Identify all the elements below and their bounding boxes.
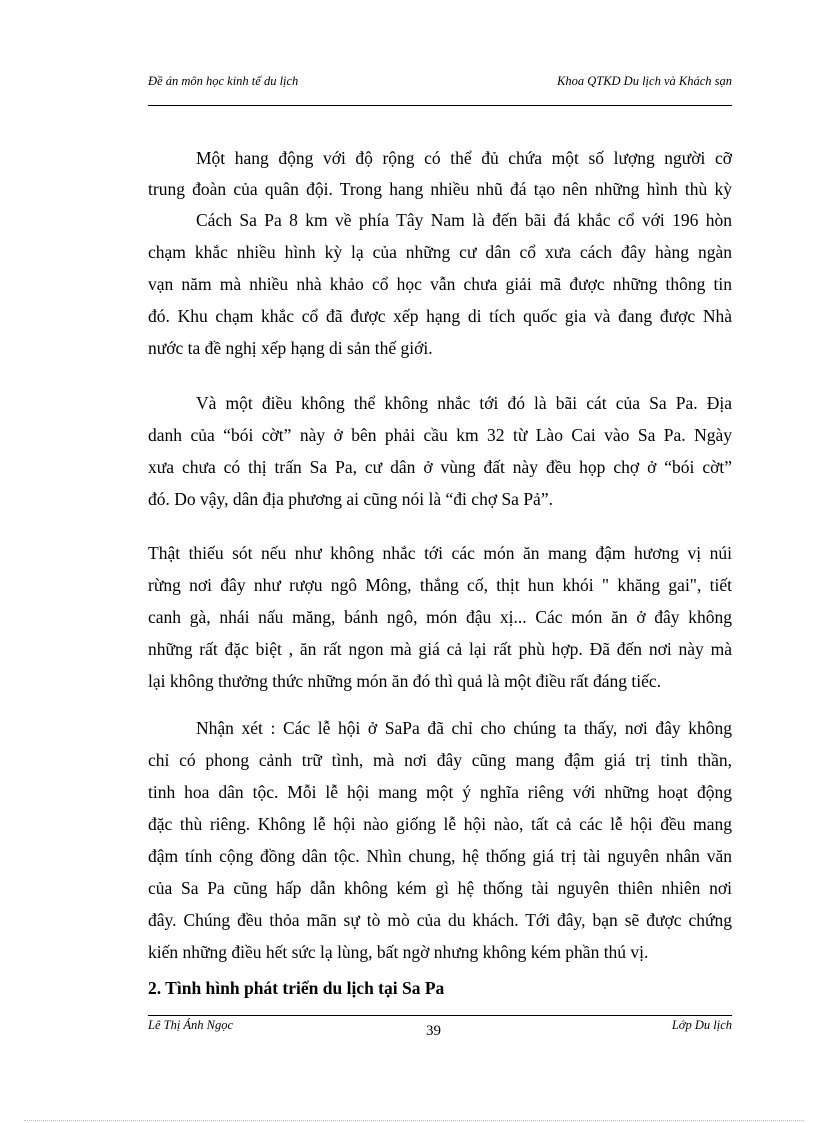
paragraph-line: rừng nơi đây như rượu ngô Mông, thắng cố, thịt hun khói " khăng gai", tiết [148, 575, 732, 595]
bottom-dotted-border [24, 1120, 804, 1121]
paragraph-line: tinh hoa dân tộc. Mỗi lễ hội mang một ý nghĩa riêng với những hoạt động [148, 782, 732, 802]
paragraph-line: xưa chưa có thị trấn Sa Pa, cư dân ở vùng đất này đều họp chợ ở “bói cờt” [148, 457, 732, 477]
paragraph-line: kiến những điều hết sức lạ lùng, bất ngờ nhưng không kém phần thú vị. [148, 942, 649, 962]
paragraph-line: Một hang động với độ rộng có thể đủ chứa một số lượng người cỡ [196, 148, 732, 168]
paragraph-line: canh gà, nhái nấu măng, bánh ngô, món đậu xị... Các món ăn ở đây không [148, 607, 732, 627]
paragraph-line: Nhận xét : Các lễ hội ở SaPa đã chỉ cho chúng ta thấy, nơi đây không [196, 718, 732, 738]
paragraph-line: vạn năm mà nhiều nhà khảo cổ học vẫn chưa giải mã được những thông tin [148, 274, 732, 294]
paragraph-line: chạm khắc nhiều hình kỳ lạ của những cư dân cổ xưa cách đây hàng ngàn [148, 242, 732, 262]
page-header [148, 74, 732, 94]
paragraph-line: đây. Chúng đều thỏa mãn sự tò mò của du khách. Tới đây, bạn sẽ được chứng [148, 910, 732, 930]
paragraph-line: Và một điều không thể không nhắc tới đó là bãi cát của Sa Pa. Địa [196, 393, 732, 413]
header-faculty: Khoa QTKD Du lịch và Khách sạn [557, 74, 732, 88]
paragraph-line: trung đoàn của quân đội. Trong hang nhiều nhũ đá tạo nên những hình thù kỳ [148, 179, 732, 199]
paragraph-line: nước ta đề nghị xếp hạng di sản thế giới. [148, 338, 433, 358]
paragraph-line: lại không thưởng thức những món ăn đó thì quả là một điều rất đáng tiếc. [148, 671, 662, 691]
paragraph-line: chỉ có phong cảnh trữ tình, mà nơi đây cũng mang đậm giá trị tinh thần, [148, 750, 732, 770]
paragraph-line: đặc thù riêng. Không lễ hội nào giống lễ hội nào, tất cả các lễ hội đều mang [148, 814, 732, 834]
footer-divider [148, 1015, 732, 1016]
page-number: 39 [426, 1023, 441, 1039]
header-course-title: Đề án môn học kinh tế du lịch [148, 74, 299, 88]
section-heading: 2. Tình hình phát triển du lịch tại Sa Pa [148, 978, 445, 998]
paragraph-line: của Sa Pa cũng hấp dẫn không kém gì hệ thống tài nguyên thiên nhiên nơi [148, 878, 732, 898]
paragraph-line: những rất đặc biệt , ăn rất ngon mà giá cả lại rất phù hợp. Đã đến nơi này mà [148, 639, 732, 659]
paragraph-line: Cách Sa Pa 8 km về phía Tây Nam là đến bãi đá khắc cổ với 196 hòn [196, 210, 732, 230]
header-divider [148, 105, 732, 106]
paragraph-line: danh của “bói cờt” này ở bên phải cầu km 32 từ Lào Cai vào Sa Pa. Ngày [148, 425, 732, 445]
footer-author: Lê Thị Ánh Ngọc [148, 1018, 234, 1032]
paragraph-line: đậm tính cộng đồng dân tộc. Nhìn chung, hệ thống giá trị tài nguyên nhân văn [148, 846, 732, 866]
page-footer [148, 1018, 732, 1042]
paragraph-line: đó. Do vậy, dân địa phương ai cũng nói là “đi chợ Sa Pả”. [148, 489, 553, 509]
footer-class: Lớp Du lịch [671, 1018, 732, 1032]
paragraph-line: Thật thiếu sót nếu như không nhắc tới các món ăn mang đậm hương vị núi [148, 543, 732, 563]
paragraph-line: đó. Khu chạm khắc cổ đã được xếp hạng di tích quốc gia và đang được Nhà [148, 306, 732, 326]
